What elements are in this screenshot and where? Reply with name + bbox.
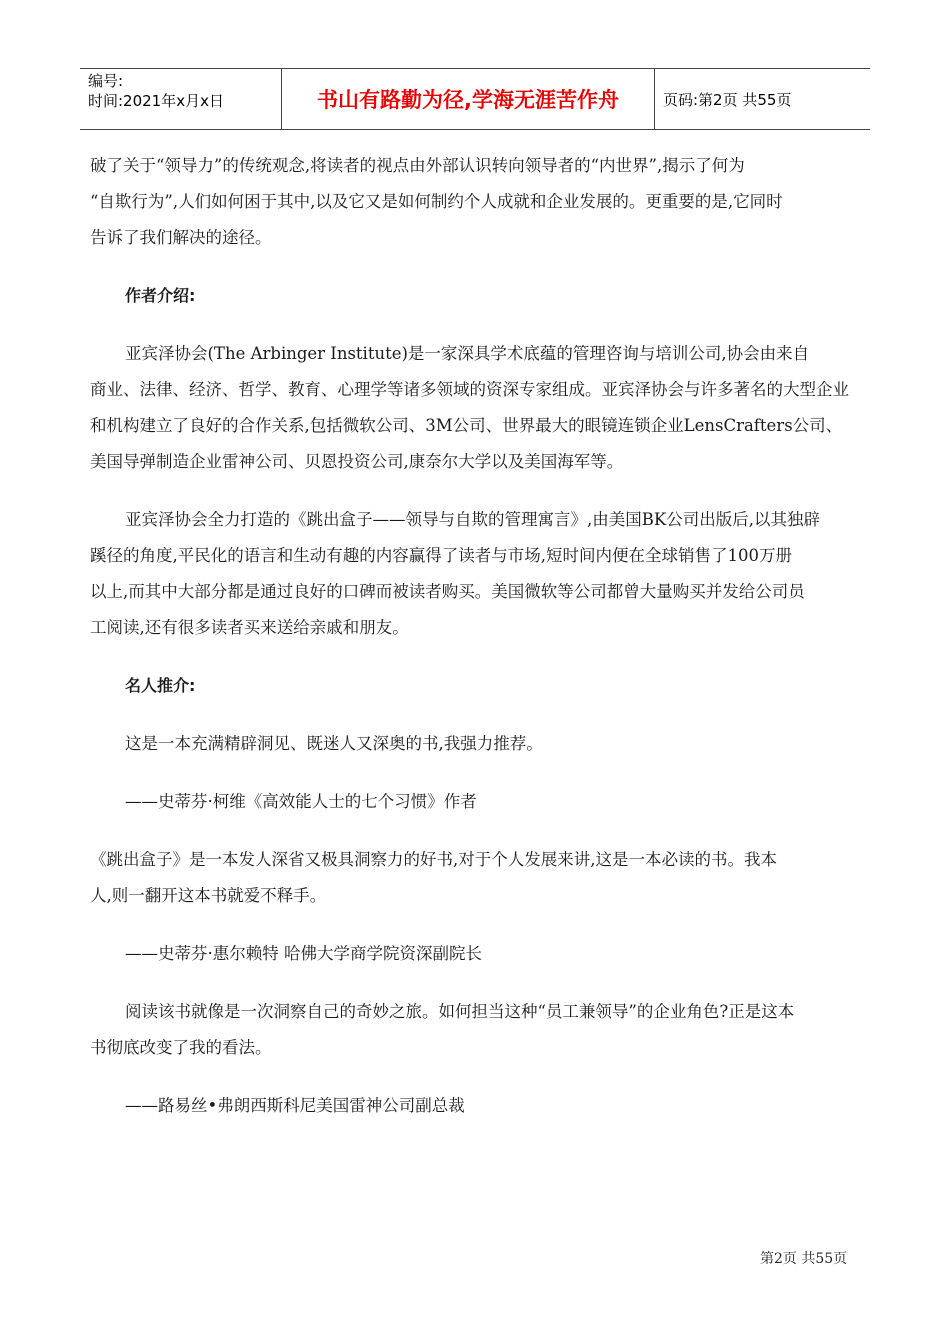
- quote-source: ——史蒂芬·柯维《高效能人士的七个习惯》作者: [125, 792, 477, 811]
- header-motto: 书山有路勤为径,学海无涯苦作舟: [282, 69, 655, 129]
- header-page-number: 页码:第2页 共55页: [663, 90, 792, 109]
- time-label: 时间:2021年x月x日: [88, 92, 224, 110]
- page-footer-number: 第2页 共55页: [760, 1251, 848, 1267]
- code-label: 编号:: [88, 72, 124, 90]
- quote-source: ——路易丝•弗朗西斯科尼美国雷神公司副总裁: [125, 1096, 465, 1115]
- paragraph-line: 亚宾泽协会全力打造的《跳出盒子——领导与自欺的管理寓言》,由美国BK公司出版后,以其独辟: [125, 510, 820, 529]
- paragraph-line: 破了关于“领导力”的传统观念,将读者的视点由外部认识转向领导者的“内世界”,揭示了何为: [90, 156, 745, 175]
- paragraph-line: 以上,而其中大部分都是通过良好的口碑而被读者购买。美国微软等公司都曾大量购买并发给公司员: [90, 582, 805, 601]
- quote-source: ——史蒂芬·惠尔赖特 哈佛大学商学院资深副院长: [125, 944, 482, 963]
- quote-line: 《跳出盒子》是一本发人深省又极具洞察力的好书,对于个人发展来讲,这是一本必读的书。我本: [90, 850, 777, 869]
- paragraph-line: 商业、法律、经济、哲学、教育、心理学等诸多领域的资深专家组成。亚宾泽协会与许多著名的大型企业: [90, 380, 849, 399]
- quote-line: 人,则一翻开这本书就爱不释手。: [90, 886, 327, 905]
- document-body: [90, 148, 870, 1124]
- paragraph-line: 美国导弹制造企业雷神公司、贝恩投资公司,康奈尔大学以及美国海军等。: [90, 452, 624, 471]
- header-meta: [80, 69, 282, 129]
- paragraph-line: 工阅读,还有很多读者买来送给亲戚和朋友。: [90, 618, 409, 637]
- quote-line: 这是一本充满精辟洞见、既迷人又深奥的书,我强力推荐。: [125, 734, 543, 753]
- paragraph-line: “自欺行为”,人们如何困于其中,以及它又是如何制约个人成就和企业发展的。更重要的是,它同时: [90, 192, 783, 211]
- quote-line: 书彻底改变了我的看法。: [90, 1038, 272, 1057]
- section-heading-recommendations: 名人推介:: [125, 676, 196, 695]
- paragraph-line: 和机构建立了良好的合作关系,包括微软公司、3M公司、世界最大的眼镜连锁企业LensCrafters公司、: [90, 416, 843, 435]
- page-header: [80, 68, 870, 130]
- paragraph-line: 亚宾泽协会(The Arbinger Institute)是一家深具学术底蕴的管理咨询与培训公司,协会由来自: [125, 344, 810, 363]
- paragraph-line: 蹊径的角度,平民化的语言和生动有趣的内容赢得了读者与市场,短时间内便在全球销售了100万册: [90, 546, 792, 565]
- paragraph-line: 告诉了我们解决的途径。: [90, 228, 272, 247]
- quote-line: 阅读该书就像是一次洞察自己的奇妙之旅。如何担当这种“员工兼领导”的企业角色?正是这本: [125, 1002, 795, 1021]
- section-heading-author: 作者介绍:: [125, 286, 196, 305]
